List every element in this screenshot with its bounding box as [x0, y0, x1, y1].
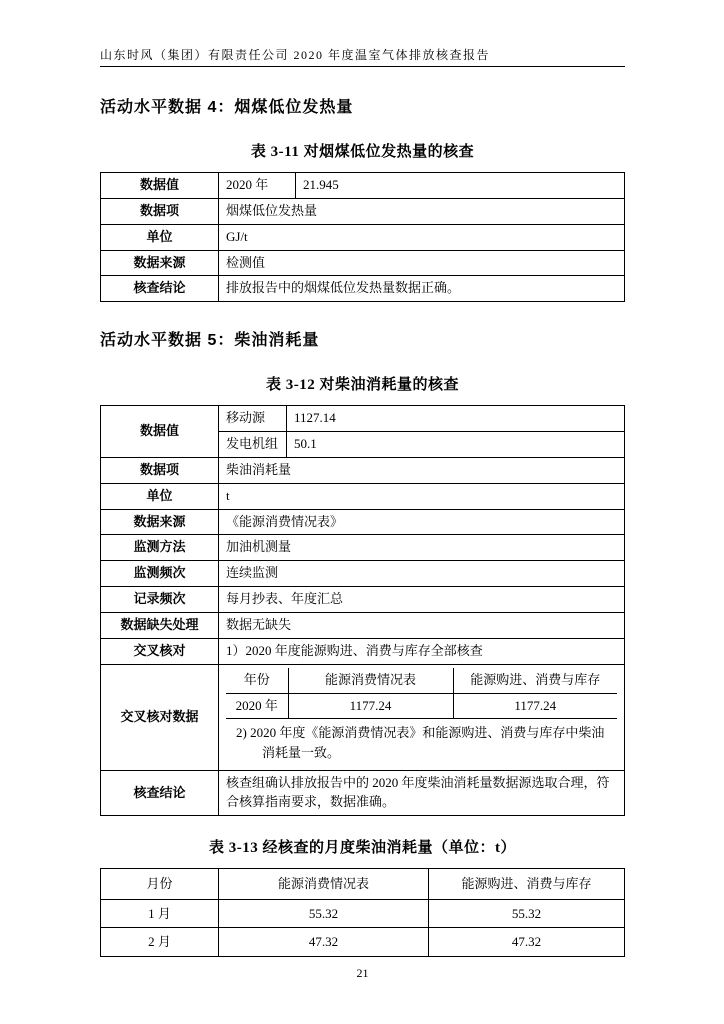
- row-label-conclusion: 核查结论: [101, 771, 219, 816]
- cell-unit: t: [219, 483, 625, 509]
- table-row: [101, 928, 625, 957]
- row-label-data-item: 数据项: [101, 198, 219, 224]
- table-row: [101, 224, 625, 250]
- cross-check-note: 2) 2020 年度《能源消费情况表》和能源购进、消费与库存中柴油消耗量一致。: [236, 725, 605, 760]
- table-row: [101, 250, 625, 276]
- row-label-source: 数据来源: [101, 509, 219, 535]
- cell-consumption: 47.32: [219, 928, 429, 957]
- table-row: [101, 457, 625, 483]
- cell-method: 加油机测量: [219, 535, 625, 561]
- cell-value: 21.945: [296, 173, 625, 199]
- cell-source: 《能源消费情况表》: [219, 509, 625, 535]
- table-row: [101, 899, 625, 928]
- cell-month: 1 月: [101, 899, 219, 928]
- row-label-data-item: 数据项: [101, 457, 219, 483]
- table-3-12: [100, 405, 625, 816]
- cell-year: 2020 年: [219, 173, 296, 199]
- cross-check-inner-table: [226, 668, 617, 720]
- column-header-consumption: 能源消费情况表: [219, 869, 429, 900]
- row-label-data-value: 数据值: [101, 173, 219, 199]
- table-row: [101, 771, 625, 816]
- row-label-conclusion: 核查结论: [101, 276, 219, 302]
- table-row: [101, 612, 625, 638]
- inner-header-year: 年份: [226, 668, 288, 693]
- inner-cell-year: 2020 年: [226, 693, 288, 719]
- cell-unit: GJ/t: [219, 224, 625, 250]
- table-row: [101, 587, 625, 613]
- table-3-12-caption: 表 3-12 对柴油消耗量的核查: [266, 377, 459, 394]
- table-3-11-caption: 表 3-11 对烟煤低位发热量的核查: [250, 144, 475, 160]
- inner-header-purchase: 能源购进、消费与库存: [453, 668, 617, 693]
- cell-cross-check: 1）2020 年度能源购进、消费与库存全部核查: [219, 638, 625, 664]
- cell-purchase: 55.32: [429, 899, 625, 928]
- table-row: [101, 561, 625, 587]
- table-row: [101, 198, 625, 224]
- column-header-month: 月份: [101, 869, 219, 900]
- cell-data-item: 柴油消耗量: [219, 457, 625, 483]
- inner-cell-purchase: 1177.24: [453, 693, 617, 719]
- row-label-cross-check: 交叉核对: [101, 638, 219, 664]
- row-label-data-value: 数据值: [101, 406, 219, 458]
- page-number: 21: [356, 965, 369, 980]
- row-label-cross-check-data: 交叉核对数据: [101, 664, 219, 771]
- cell-data-item: 烟煤低位发热量: [219, 198, 625, 224]
- cell-generator-label: 发电机组: [219, 432, 287, 458]
- cell-generator-value: 50.1: [287, 432, 625, 458]
- table-row: [226, 668, 617, 693]
- section-heading-activity-4: 活动水平数据 4：烟煤低位发热量: [100, 99, 354, 116]
- cell-conclusion: 核查组确认排放报告中的 2020 年度柴油消耗量数据源选取合理，符合核算指南要求，数据准确。: [219, 771, 625, 816]
- row-label-record-frequency: 记录频次: [101, 587, 219, 613]
- table-header-row: [101, 869, 625, 900]
- row-label-unit: 单位: [101, 483, 219, 509]
- row-label-missing-data: 数据缺失处理: [101, 612, 219, 638]
- cell-mobile-source-value: 1127.14: [287, 406, 625, 432]
- cell-monitor-frequency: 连续监测: [219, 561, 625, 587]
- table-3-13: [100, 868, 625, 957]
- doc-header: 山东时风（集团）有限责任公司 2020 年度温室气体排放核查报告: [100, 0, 625, 67]
- cell-record-frequency: 每月抄表、年度汇总: [219, 587, 625, 613]
- table-row: [101, 509, 625, 535]
- cell-purchase: 47.32: [429, 928, 625, 957]
- cell-missing-data: 数据无缺失: [219, 612, 625, 638]
- table-row: [101, 535, 625, 561]
- table-row: [101, 638, 625, 664]
- inner-header-consumption: 能源消费情况表: [288, 668, 453, 693]
- cell-source: 检测值: [219, 250, 625, 276]
- section-heading-activity-5: 活动水平数据 5：柴油消耗量: [100, 332, 320, 350]
- cell-cross-check-data: [219, 664, 625, 771]
- table-row: [226, 693, 617, 719]
- row-label-unit: 单位: [101, 224, 219, 250]
- table-3-13-caption: 表 3-13 经核查的月度柴油消耗量（单位：t）: [209, 840, 516, 857]
- row-label-method: 监测方法: [101, 535, 219, 561]
- table-row: [101, 664, 625, 771]
- table-row: [101, 406, 625, 432]
- table-row: [101, 483, 625, 509]
- row-label-source: 数据来源: [101, 250, 219, 276]
- cell-mobile-source-label: 移动源: [219, 406, 287, 432]
- table-row: [101, 276, 625, 302]
- row-label-monitor-frequency: 监测频次: [101, 561, 219, 587]
- column-header-purchase: 能源购进、消费与库存: [429, 869, 625, 900]
- table-3-11: [100, 172, 625, 302]
- cell-conclusion: 排放报告中的烟煤低位发热量数据正确。: [219, 276, 625, 302]
- inner-cell-consumption: 1177.24: [288, 693, 453, 719]
- table-row: [101, 173, 625, 199]
- cell-month: 2 月: [101, 928, 219, 957]
- cell-consumption: 55.32: [219, 899, 429, 928]
